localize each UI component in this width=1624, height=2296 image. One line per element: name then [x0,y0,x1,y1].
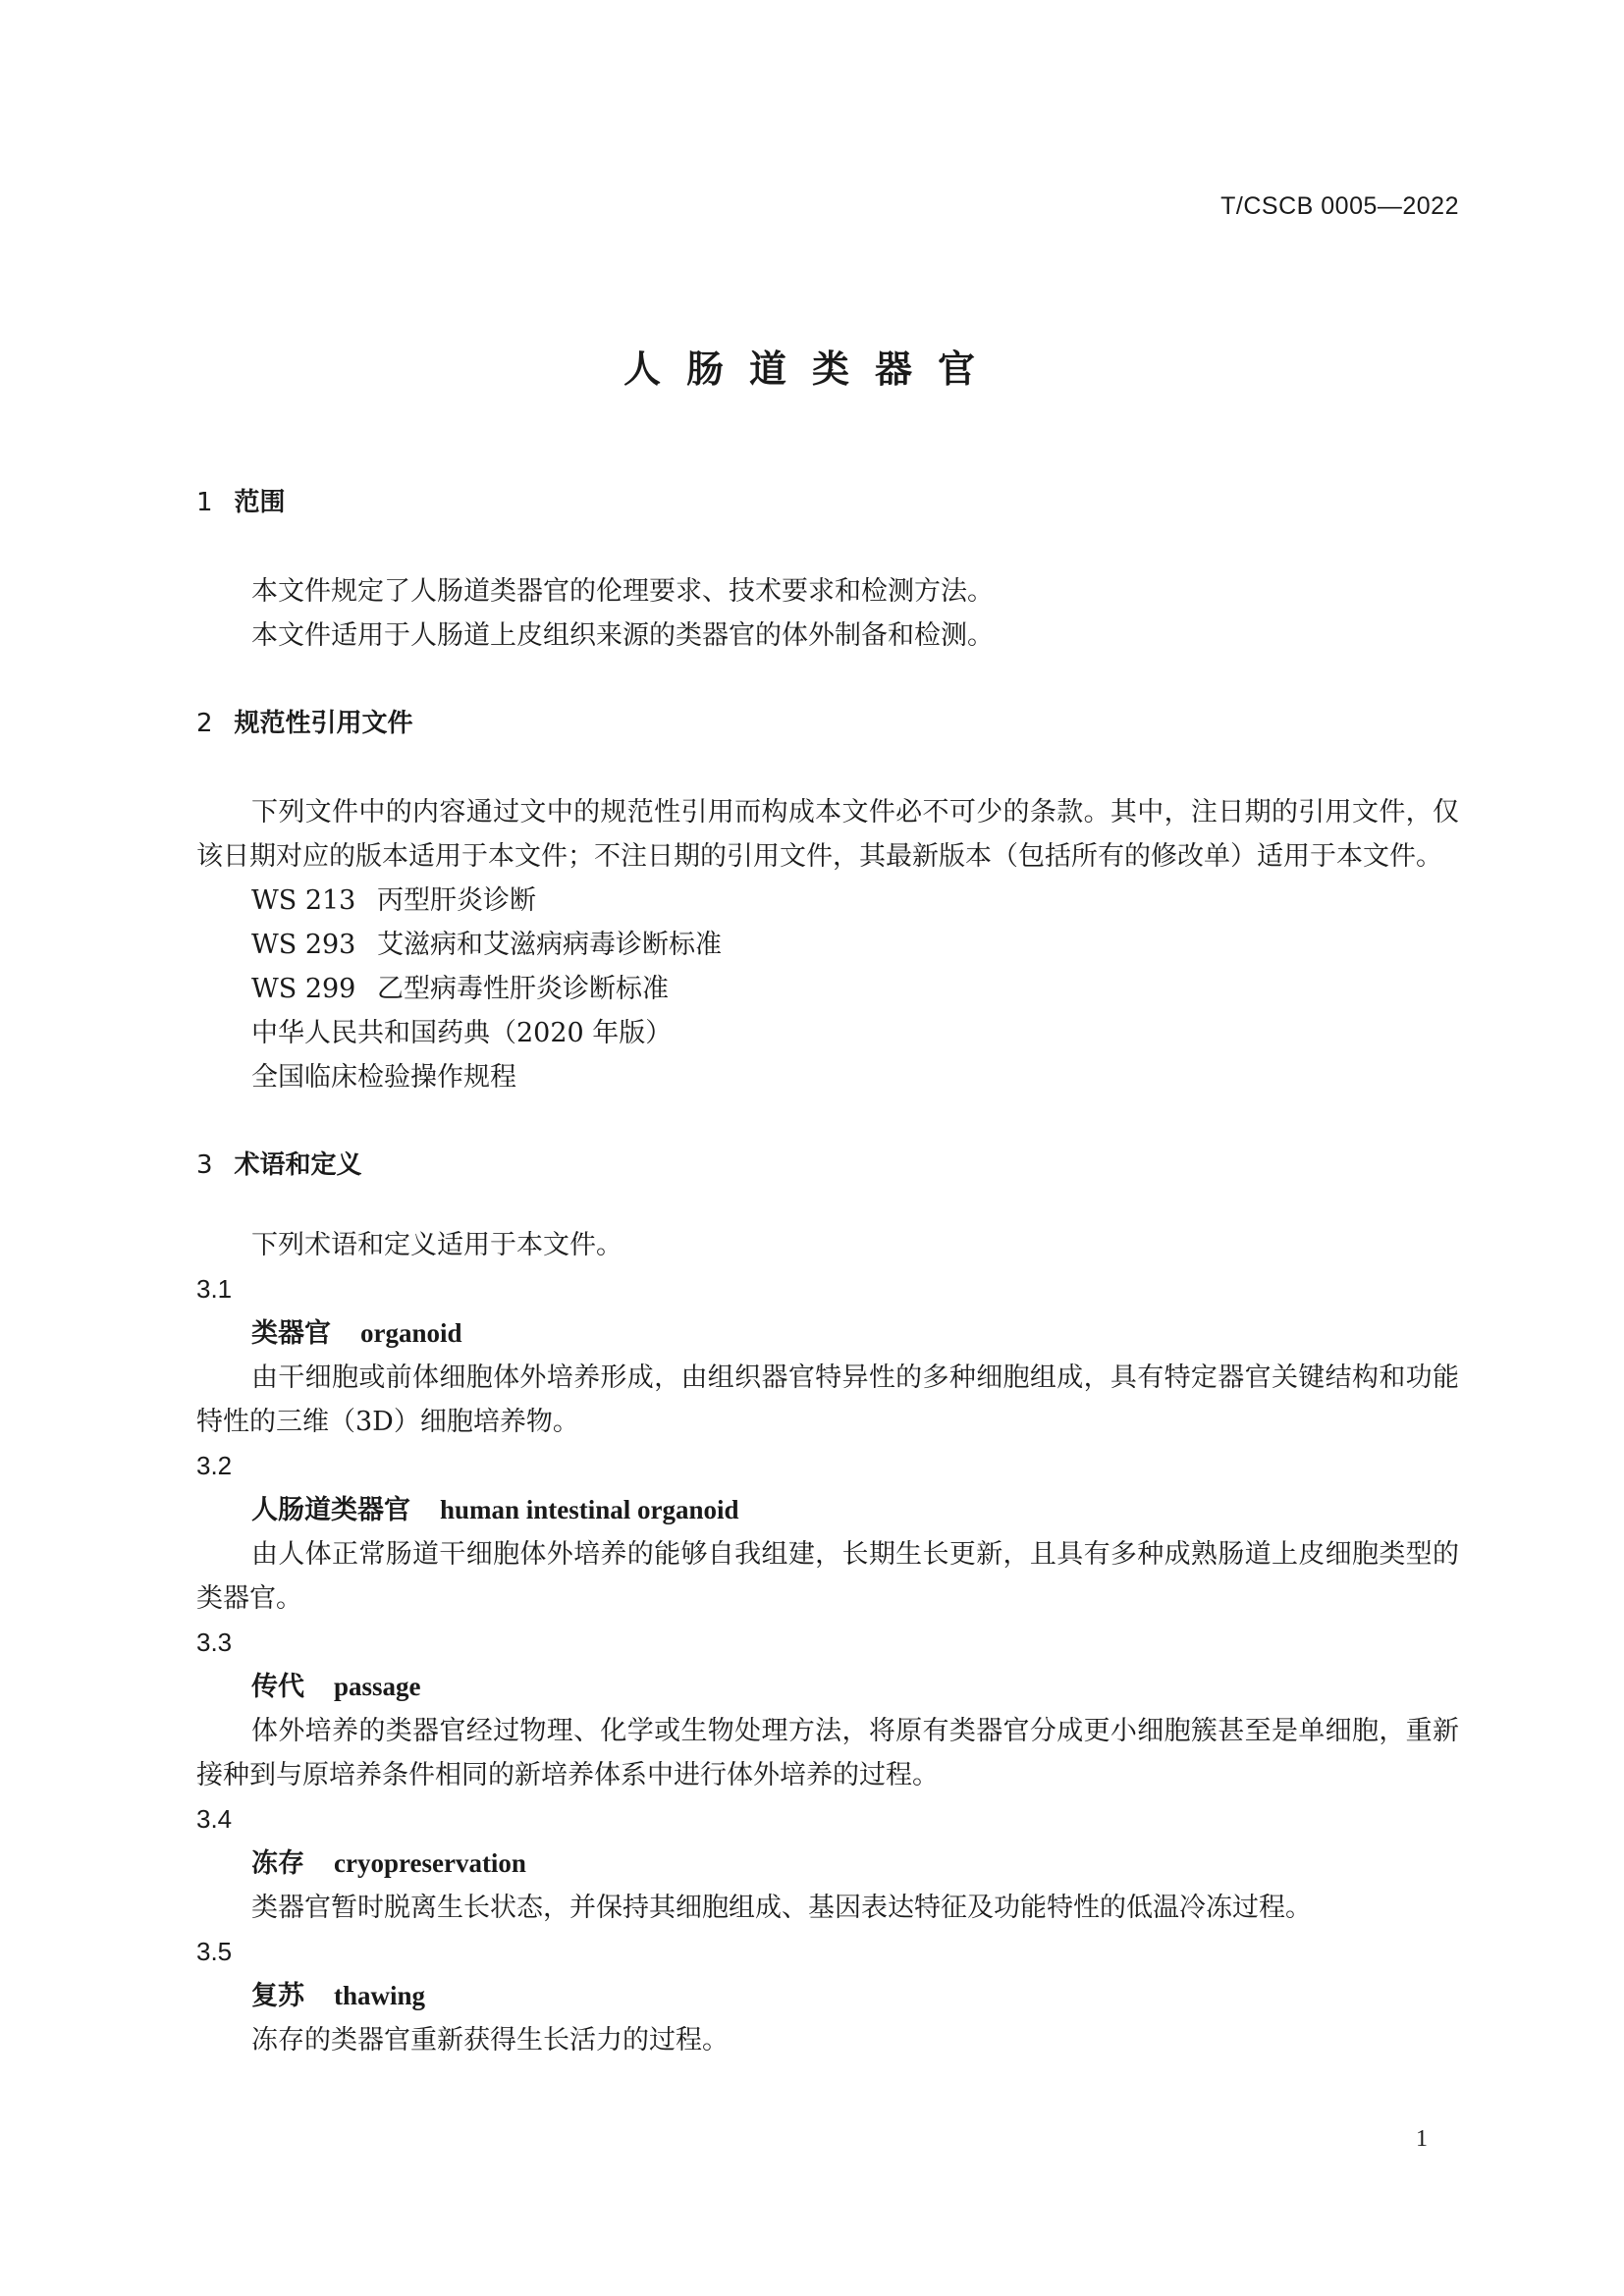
section-number: 3 [196,1150,213,1180]
term-entry [196,1621,1459,1797]
term-number: 3.2 [196,1451,233,1480]
reference-item [196,879,1459,923]
term-zh: 冻存 [251,1848,304,1879]
reference-code: WS 293 [251,930,356,960]
reference-title: 乙型病毒性肝炎诊断标准 [377,974,669,1004]
document-body [196,481,1459,2062]
reference-item [196,923,1459,967]
term-heading [196,1842,1459,1886]
term-heading [196,1665,1459,1709]
reference-code: WS 299 [251,974,356,1004]
paragraph: 下列术语和定义适用于本文件。 [251,1230,623,1260]
section-number: 2 [196,709,213,738]
term-zh: 类器官 [251,1318,331,1349]
reference-code: WS 213 [251,885,356,916]
term-entry [196,1797,1459,1930]
section-heading-terms [196,1144,1459,1188]
paragraph: 下列文件中的内容通过文中的规范性引用而构成本文件必不可少的条款。其中，注日期的引用文件，仅该日期对应的版本适用于本文件；不注日期的引用文件，其最新版本（包括所有的修改单）适用于本文件。 [196,797,1459,872]
term-zh: 复苏 [251,1981,304,2011]
section-heading-scope [196,481,1459,525]
paragraph: 本文件规定了人肠道类器官的伦理要求、技术要求和检测方法。 [251,576,994,607]
section-title: 规范性引用文件 [234,709,413,738]
paragraph: 本文件适用于人肠道上皮组织来源的类器官的体外制备和检测。 [251,620,994,651]
term-heading [196,1311,1459,1356]
term-definition: 冻存的类器官重新获得生长活力的过程。 [251,2025,729,2056]
section-heading-references [196,702,1459,746]
term-definition: 由干细胞或前体细胞体外培养形成，由组织器官特异性的多种细胞组成，具有特定器官关键结构和功能特性的三维（3D）细胞培养物。 [196,1362,1459,1437]
term-number: 3.3 [196,1628,233,1657]
document-title: 人肠道类器官 [623,347,1001,391]
term-definition: 由人体正常肠道干细胞体外培养的能够自我组建，长期生长更新，且具有多种成熟肠道上皮细胞类型的类器官。 [196,1539,1459,1614]
term-entry [196,1267,1459,1444]
term-heading [196,1974,1459,2018]
term-zh: 人肠道类器官 [251,1495,410,1525]
term-en: human intestinal organoid [440,1495,739,1524]
term-entry [196,1930,1459,2062]
page-number: 1 [1416,2126,1428,2152]
term-entry [196,1444,1459,1621]
reference-item [196,1011,1459,1055]
term-zh: 传代 [251,1672,304,1702]
term-definition: 体外培养的类器官经过物理、化学或生物处理方法，将原有类器官分成更小细胞簇甚至是单细胞，重新接种到与原培养条件相同的新培养体系中进行体外培养的过程。 [196,1716,1459,1790]
term-number: 3.5 [196,1937,233,1966]
term-en: cryopreservation [334,1848,526,1878]
term-en: thawing [334,1981,426,2010]
term-en: passage [334,1672,421,1701]
section-title: 范围 [234,488,286,517]
term-number: 3.4 [196,1804,233,1834]
reference-item [196,1055,1459,1099]
term-definition: 类器官暂时脱离生长状态，并保持其细胞组成、基因表达特征及功能特性的低温冷冻过程。 [251,1893,1312,1923]
reference-title: 艾滋病和艾滋病病毒诊断标准 [377,930,722,960]
standard-code: T/CSCB 0005—2022 [1220,192,1459,220]
section-title: 术语和定义 [234,1150,362,1180]
term-en: organoid [360,1318,462,1348]
reference-title: 丙型肝炎诊断 [377,885,536,916]
reference-item [196,967,1459,1011]
section-number: 1 [196,488,213,517]
term-number: 3.1 [196,1274,233,1304]
reference-title: 全国临床检验操作规程 [251,1062,516,1093]
term-heading [196,1488,1459,1532]
reference-title: 中华人民共和国药典（2020 年版） [251,1018,673,1048]
